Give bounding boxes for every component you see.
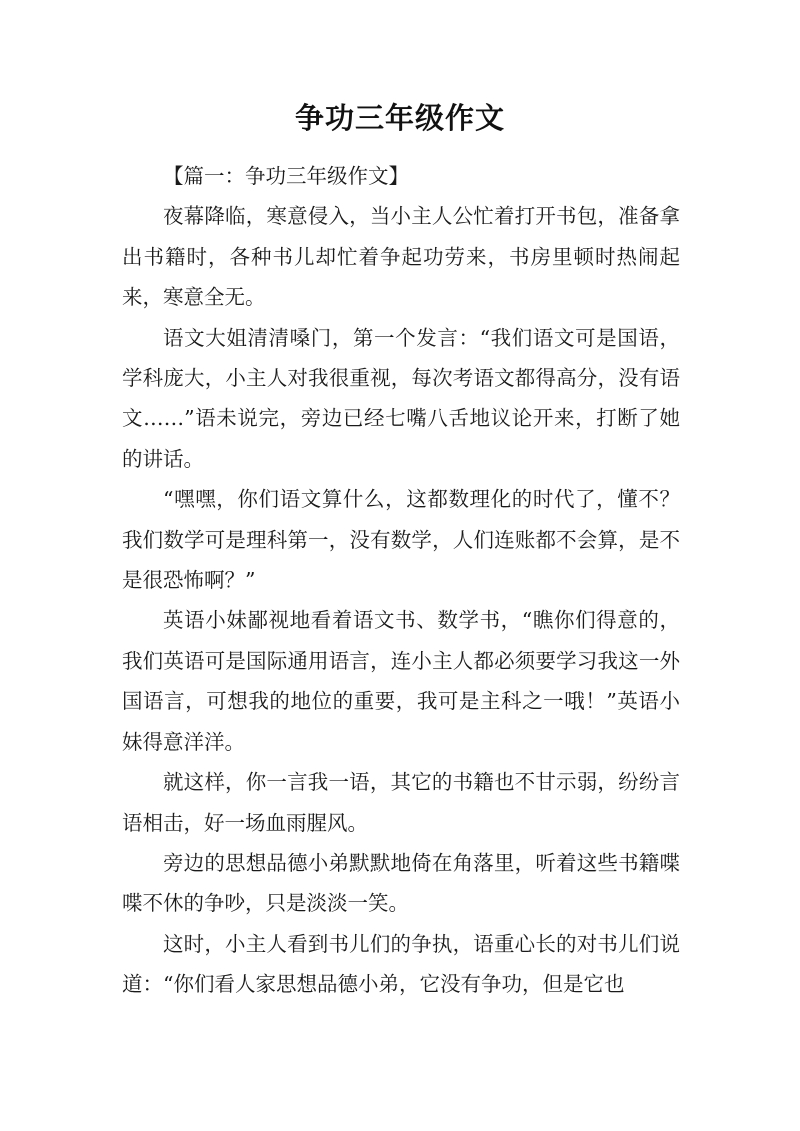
document-body <box>122 156 680 1005</box>
document-title: 争功三年级作文 <box>294 101 505 135</box>
paragraph: 夜幕降临，寒意侵入，当小主人公忙着打开书包，准备拿出书籍时，各种书儿却忙着争起功劳来，书房里顿时热闹起来，寒意全无。 <box>122 204 680 310</box>
section-heading: 【篇一：争功三年级作文】 <box>163 164 409 188</box>
paragraph: “嘿嘿，你们语文算什么，这都数理化的时代了，懂不？我们数学可是理科第一，没有数学，人们连账都不会算，是不是很恐怖啊？” <box>122 487 680 593</box>
paragraph: 旁边的思想品德小弟默默地倚在角落里，听着这些书籍喋喋不休的争吵，只是淡淡一笑。 <box>122 850 680 916</box>
paragraph: 英语小妹鄙视地看着语文书、数学书，“瞧你们得意的，我们英语可是国际通用语言，连小主人都必须要学习我这一外国语言，可想我的地位的重要，我可是主科之一哦！”英语小妹得意洋洋。 <box>122 608 680 754</box>
paragraph: 语文大姐清清嗓门，第一个发言：“我们语文可是国语，学科庞大，小主人对我很重视，每次考语文都得高分，没有语文……”语未说完，旁边已经七嘴八舌地议论开来，打断了她的讲话。 <box>122 325 680 471</box>
paragraph: 这时，小主人看到书儿们的争执，语重心长的对书儿们说道：“你们看人家思想品德小弟，它没有争功，但是它也 <box>122 931 680 997</box>
paragraph: 就这样，你一言我一语，其它的书籍也不甘示弱，纷纷言语相击，好一场血雨腥风。 <box>122 770 680 835</box>
